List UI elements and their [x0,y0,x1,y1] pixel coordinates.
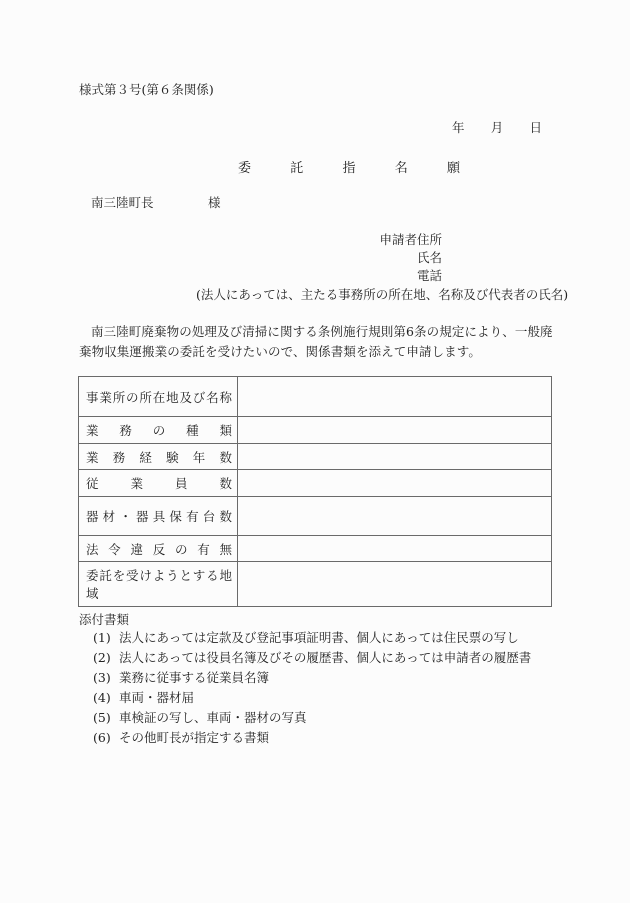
item-text: 法人にあっては役員名簿及びその履歴書、個人にあっては申請者の履歴書 [119,650,532,665]
row-label: 委託を受けようとする地域 [79,562,238,607]
title-char: 名 [394,161,408,176]
item-text: 業務に従事する従業員名簿 [119,670,270,685]
row-label: 業務経験年数 [79,444,238,470]
row-value-field[interactable] [238,444,552,470]
addressee [91,193,221,211]
detail-table [78,376,552,607]
list-item [93,648,531,668]
date-year-label: 年 [452,120,465,135]
addressee-honorific: 様 [208,195,221,210]
table-row [79,444,552,470]
table-row [79,377,552,417]
title-char: 委 [238,161,252,176]
list-item [93,628,531,648]
item-text: 車検証の写し、車両・器材の写真 [119,710,307,725]
applicant-phone-label: 電話 [416,268,442,283]
form-number: 様式第３号(第６条関係) [79,82,214,97]
row-value-field[interactable] [238,562,552,607]
row-value-field[interactable] [238,417,552,444]
applicant-address-label: 申請者住所 [379,232,442,247]
table-row [79,562,552,607]
date-day-label: 日 [529,120,542,135]
applicant-block [360,231,442,285]
attachments-list [93,628,531,748]
applicant-name-label: 氏名 [416,250,442,265]
row-value-field[interactable] [238,497,552,536]
row-value-field[interactable] [238,536,552,562]
item-text: その他町長が指定する書類 [119,730,270,745]
table-row [79,417,552,444]
row-value-field[interactable] [238,470,552,497]
row-label: 器材・器具保有台数 [79,497,238,536]
table-row [79,536,552,562]
list-item [93,668,531,688]
document-title [238,157,460,176]
item-number: (4) [93,690,111,705]
item-number: (1) [93,630,111,645]
table-row [79,497,552,536]
list-item [93,728,531,748]
list-item [93,688,531,708]
body-text: 南三陸町廃棄物の処理及び清掃に関する条例施行規則第6条の規定により、一般廃棄物収集運搬業の委託を受けたいので、関係書類を添えて申請します。 [79,324,553,359]
item-number: (6) [93,730,111,745]
row-value-field[interactable] [238,377,552,417]
date-month-label: 月 [490,120,504,135]
title-char: 願 [446,161,460,176]
title-char: 託 [290,161,304,176]
applicant-note: (法人にあっては、主たる事務所の所在地、名称及び代表者の氏名) [196,287,569,302]
item-number: (5) [93,710,111,725]
row-label: 事業所の所在地及び名称 [79,377,238,417]
item-number: (3) [93,670,111,685]
date-line [452,118,542,136]
attachments-heading: 添付書類 [79,612,130,627]
item-text: 車両・器材届 [119,690,195,705]
row-label: 業務の種類 [79,417,238,444]
row-label: 従業員数 [79,470,238,497]
list-item [93,708,531,728]
title-char: 指 [342,161,356,176]
item-number: (2) [93,650,111,665]
item-text: 法人にあっては定款及び登記事項証明書、個人にあっては住民票の写し [119,630,519,645]
row-label: 法令違反の有無 [79,536,238,562]
table-row [79,470,552,497]
addressee-name: 南三陸町長 [91,195,154,210]
